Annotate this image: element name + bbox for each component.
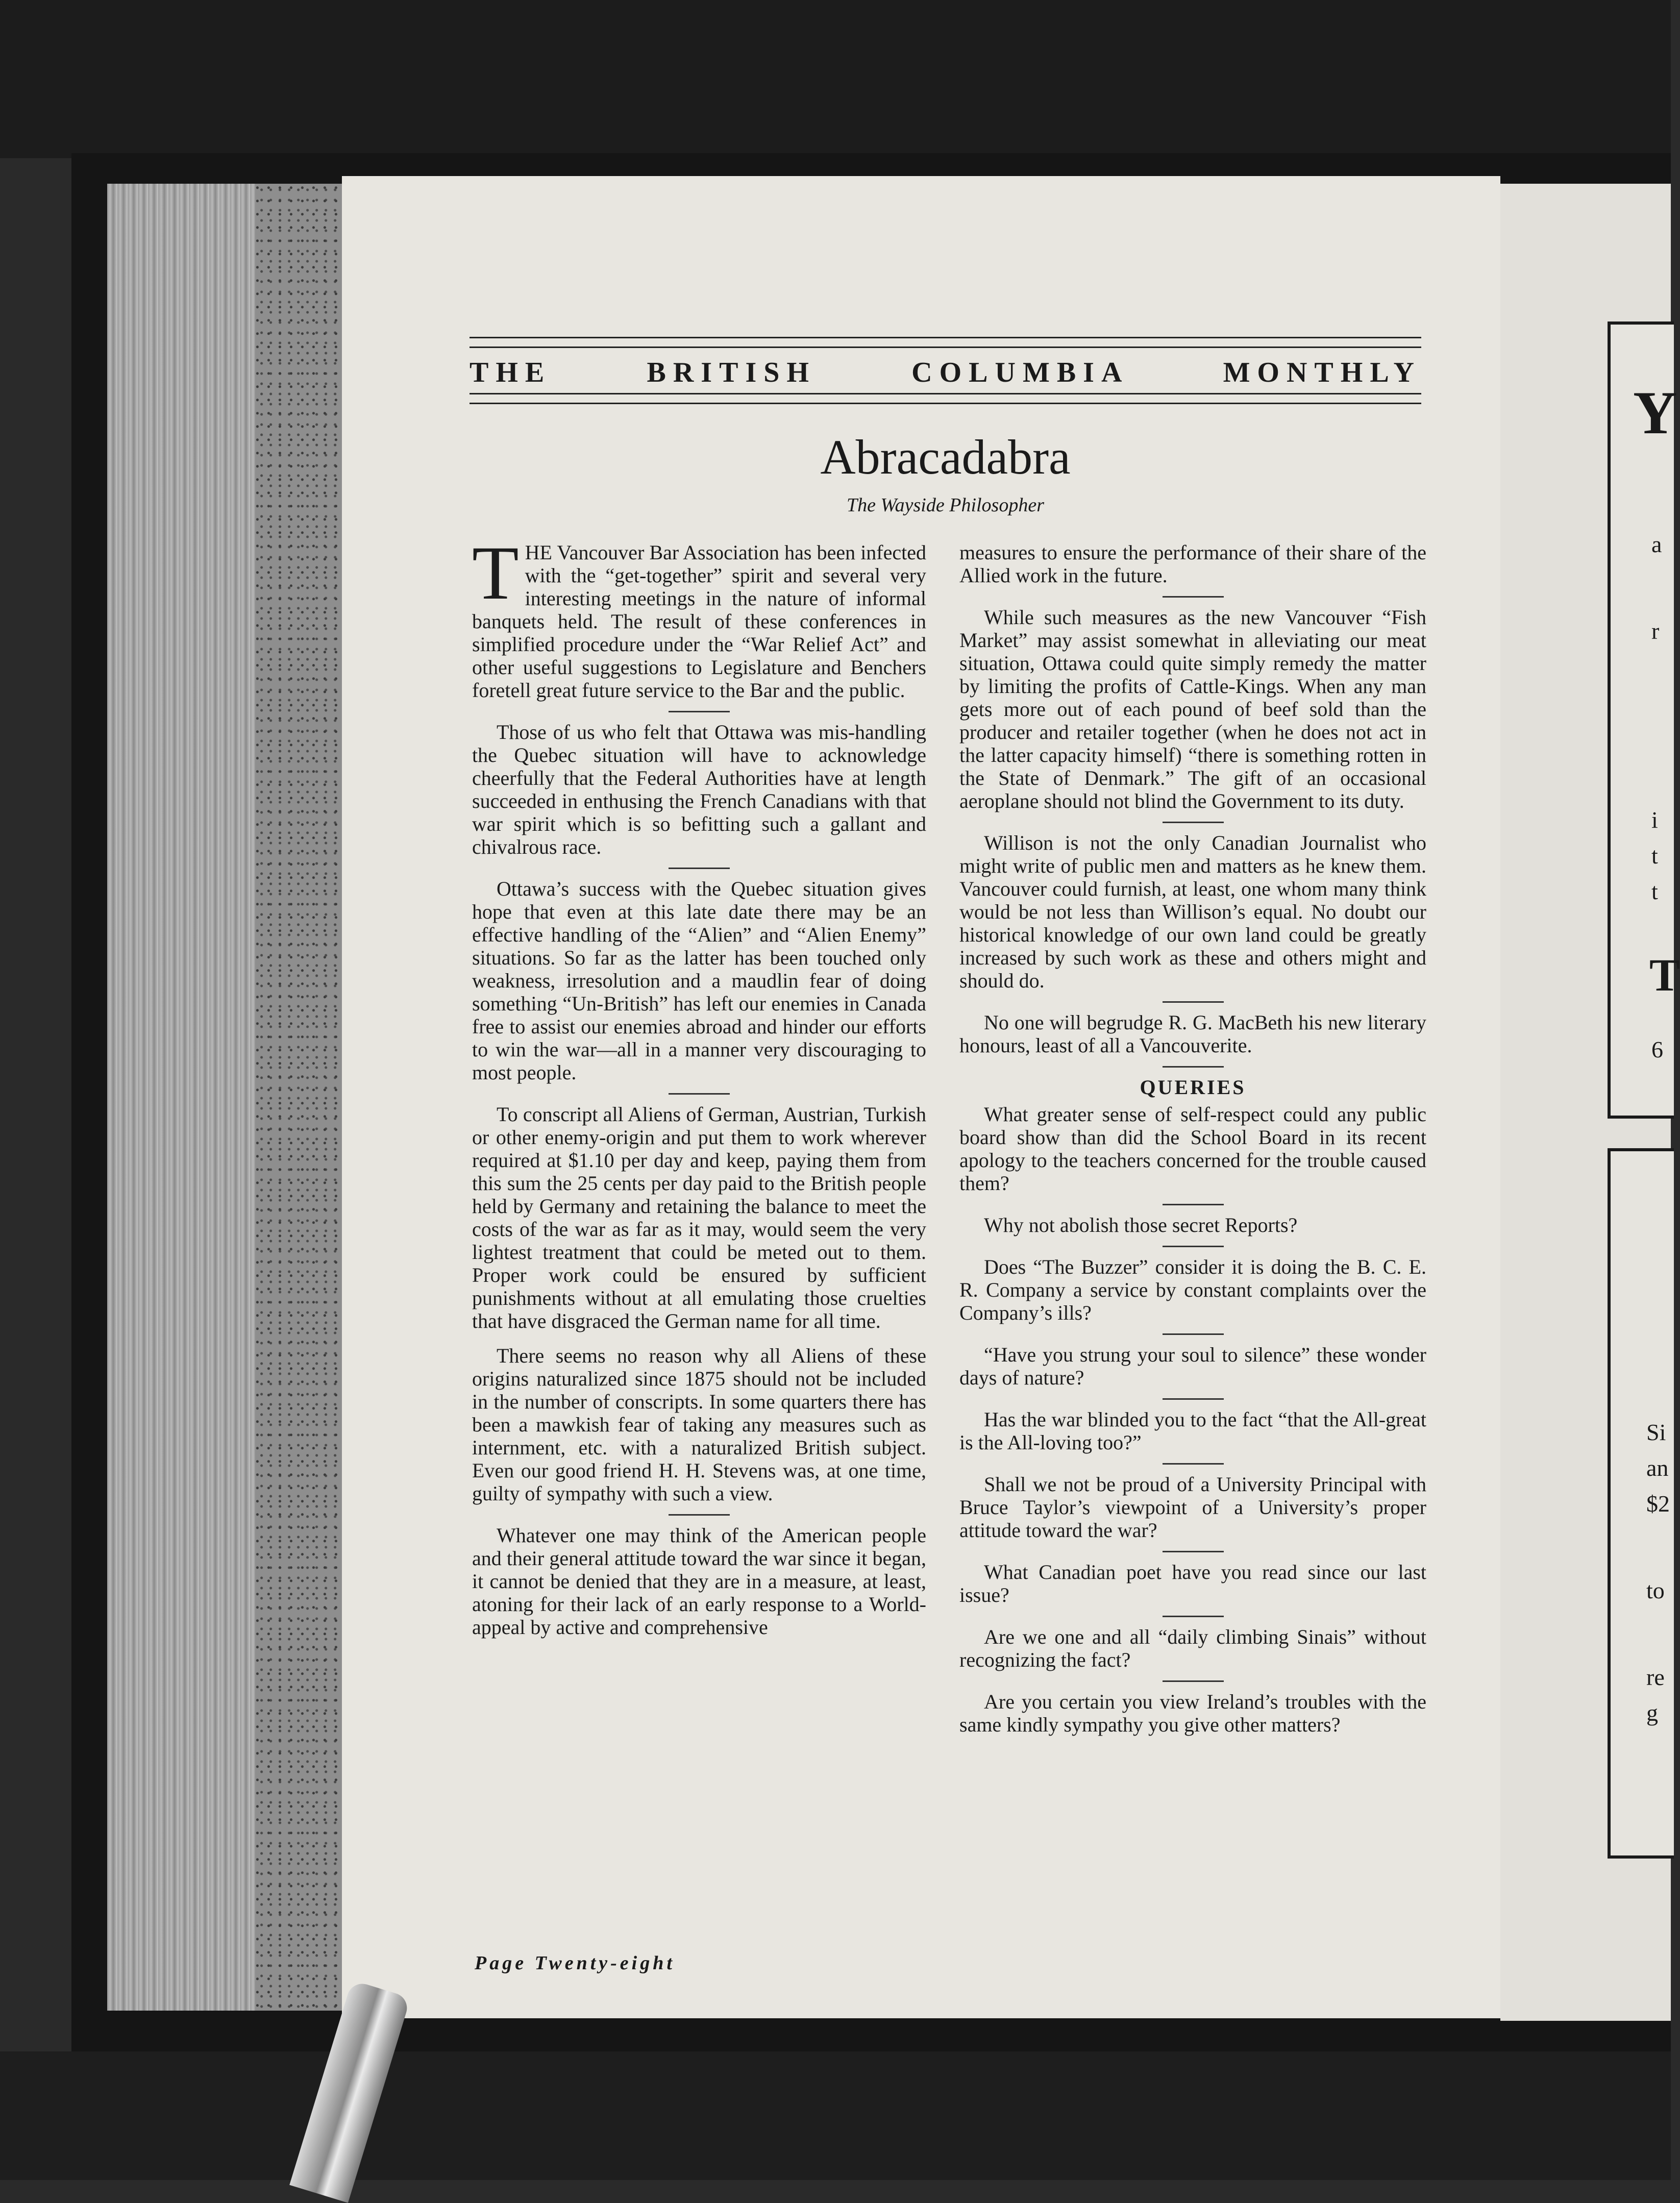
paragraph <box>472 531 926 702</box>
query: Are you certain you view Ireland’s troubles with the same kindly sympathy you give other matters? <box>959 1690 1426 1736</box>
paragraph: Willison is not the only Canadian Journalist who might write of public men and matters as he knew them. Vancouver could furnish, at least, one whom many think would be not less than Willison’s equal. No doubt our historical knowledge of our own land could be greatly increased by such work as these and others might and should do. <box>959 831 1426 992</box>
facing-page-fragment: r <box>1651 618 1660 644</box>
section-divider <box>1163 1204 1224 1205</box>
paragraph: Whatever one may think of the American people and their general attitude toward the war since it began, it cannot be denied that they are in a measure, at least, atoning for their lack of an early response to a World-appeal by active and comprehensive <box>472 1524 926 1639</box>
section-divider <box>1163 1551 1224 1552</box>
page-number: Page Twenty-eight <box>475 1952 675 1974</box>
query: Are we one and all “daily climbing Sinais” without recognizing the fact? <box>959 1625 1426 1671</box>
facing-page-fragment: i <box>1651 807 1658 833</box>
photo-backdrop-top <box>0 0 1671 158</box>
query: What Canadian poet have you read since our last issue? <box>959 1561 1426 1606</box>
query: Why not abolish those secret Reports? <box>984 1214 1298 1236</box>
masthead: THE BRITISH COLUMBIA MONTHLY <box>470 357 1421 388</box>
facing-page-fragment: T <box>1649 950 1680 1001</box>
paragraph-text: HE Vancouver Bar Association has been infected with the “get-together” spirit and several very interesting meetings in the nature of informal banquets held. The result of these conferences in simplified procedure under the “War Relief Act” and other useful suggestions to Legislature and Benchers foretell great future service to the Bar and the public. <box>472 541 926 702</box>
section-divider <box>1163 1246 1224 1247</box>
facing-page-fragment: t <box>1651 878 1658 904</box>
drop-cap: T <box>472 531 519 615</box>
paragraph: measures to ensure the performance of their share of the Allied work in the future. <box>959 541 1426 587</box>
section-divider <box>1163 1616 1224 1617</box>
section-divider <box>1163 1333 1224 1335</box>
paragraph: Those of us who felt that Ottawa was mis-handling the Quebec situation will have to acknowledge cheerfully that the Federal Authorities have at length succeeded in enthusing the French Canadians with that war spirit which is so befitting such a gallant and chivalrous race. <box>472 721 926 858</box>
masthead-rule-top <box>470 337 1421 348</box>
article-byline: The Wayside Philosopher <box>846 494 1044 516</box>
facing-page-fragment: an <box>1646 1455 1669 1481</box>
section-divider <box>669 1514 730 1516</box>
photo-backdrop-bottom <box>0 2051 1671 2180</box>
facing-page-fragment: 6 <box>1651 1036 1663 1062</box>
section-divider <box>1163 1001 1224 1003</box>
queries-heading: QUERIES <box>1140 1076 1246 1099</box>
facing-page-fragment: re <box>1646 1664 1665 1690</box>
section-divider <box>1163 1398 1224 1400</box>
paragraph: There seems no reason why all Aliens of these origins naturalized since 1875 should not be included in the number of conscripts. In some quarters there has been a mawkish fear of taking any measures such as internment, etc. with a naturalized British subject. Even our good friend H. H. Stevens was, at one time, guilty of sympathy with such a view. <box>472 1344 926 1505</box>
query: Has the war blinded you to the fact “that the All-great is the All-loving too?” <box>959 1408 1426 1454</box>
masthead-rule-bottom <box>470 393 1421 404</box>
section-divider <box>1163 1066 1224 1068</box>
facing-page-fragment: g <box>1646 1700 1658 1726</box>
right-column <box>959 541 1426 1736</box>
section-divider <box>669 1093 730 1095</box>
paragraph: Ottawa’s success with the Quebec situation gives hope that even at this late date there may be an effective handling of the “Alien” and “Alien Enemy” situations. So far as the latter has been touched only weakness, irresolution and a maudlin fear of doing something “Un-British” has left our enemies in Canada free to assist our enemies abroad and hinder our efforts to win the war—all in a manner very discouraging to most people. <box>472 877 926 1084</box>
facing-page-fragment: Y <box>1633 379 1677 447</box>
facing-page-fragment: $2 <box>1646 1491 1670 1517</box>
section-divider <box>1163 822 1224 823</box>
paragraph: To conscript all Aliens of German, Austrian, Turkish or other enemy-origin and put them to work wherever required at $1.10 per day and keep, paying them from this sum the 25 cents per day paid to the British people held by Germany and retaining the balance to meet the costs of the war as far as it may, would seem the very lightest treatment that could be meted out to them. Proper work could be ensured by sufficient punishments without at all emulating those cruelties that have disgraced the German name for all time. <box>472 1103 926 1332</box>
facing-page-fragment: Si <box>1646 1419 1666 1445</box>
paragraph: While such measures as the new Vancouver “Fish Market” may assist somewhat in alleviating our meat situation, Ottawa could quite simply remedy the matter by limiting the profits of Cattle-Kings. When any man gets more out of each pound of beef sold than the producer and retailer together (when he does not act in the latter capacity himself) “there is something rotten in the State of Denmark.” The gift of an occasional aeroplane should not blind the Government to its duty. <box>959 606 1426 812</box>
facing-page-fragment: a <box>1651 531 1662 557</box>
paragraph: No one will begrudge R. G. MacBeth his new literary honours, least of all a Vancouverite. <box>959 1011 1426 1057</box>
query: What greater sense of self-respect could any public board show than did the School Board in its recent apology to the teachers concerned for the trouble caused them? <box>959 1103 1426 1195</box>
query: Does “The Buzzer” consider it is doing the B. C. E. R. Company a service by constant complaints over the Company’s ills? <box>959 1255 1426 1324</box>
query: Shall we not be proud of a University Principal with Bruce Taylor’s viewpoint of a University’s proper attitude toward the war? <box>959 1473 1426 1542</box>
left-column <box>472 531 926 1639</box>
query: “Have you strung your soul to silence” these wonder days of nature? <box>959 1343 1426 1389</box>
section-divider <box>669 711 730 712</box>
facing-page-fragment: to <box>1646 1577 1665 1603</box>
section-divider <box>1163 596 1224 598</box>
section-divider <box>1163 1463 1224 1465</box>
facing-page-fragment: t <box>1651 843 1658 869</box>
page-edge-speckle <box>255 184 347 2011</box>
section-divider <box>669 868 730 869</box>
section-divider <box>1163 1680 1224 1682</box>
article-title: Abracadabra <box>820 430 1071 484</box>
